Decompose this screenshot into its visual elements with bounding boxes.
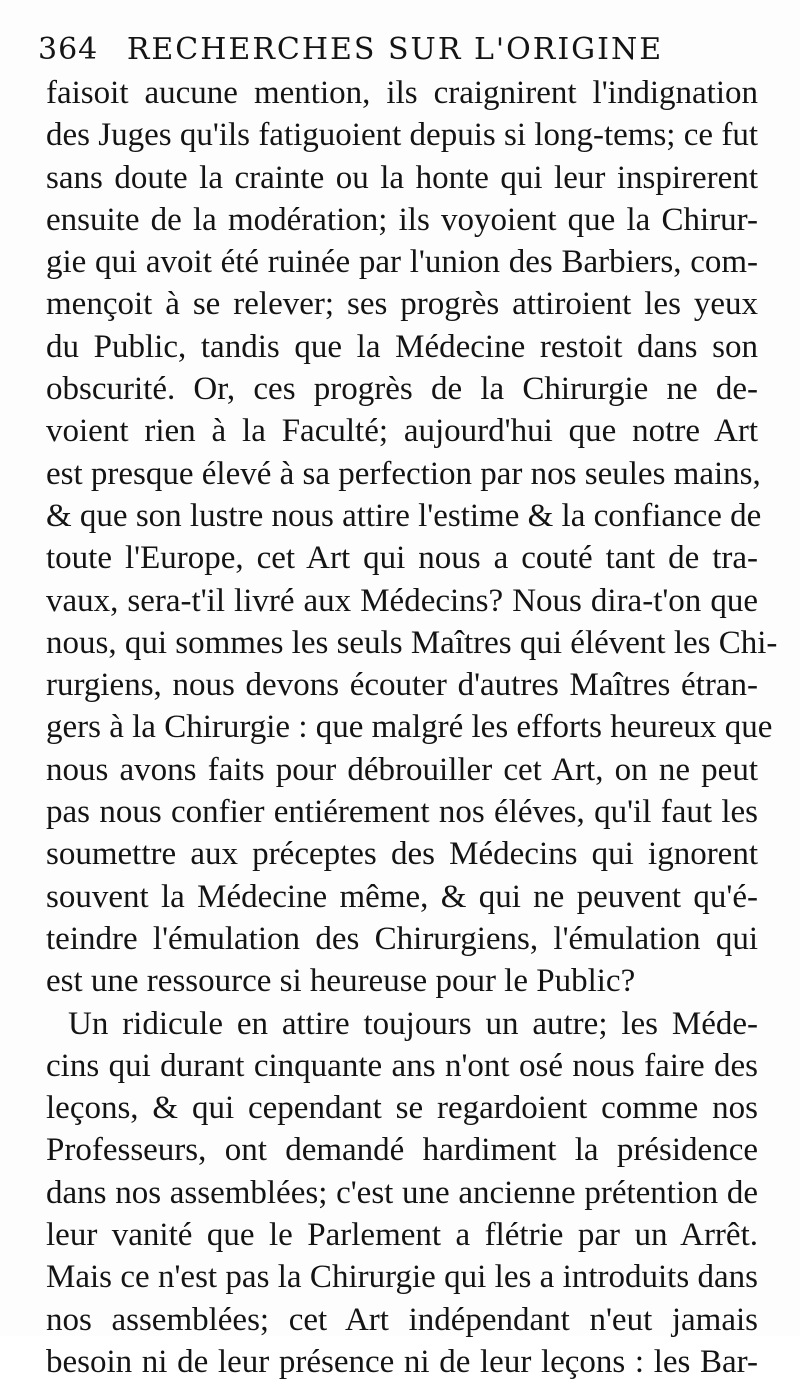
text-line: obscurité. Or, ces progrès de la Chirurgie ne de- [46, 371, 758, 408]
text-line: des Juges qu'ils fatiguoient depuis si long-tems; ce fut [46, 117, 758, 154]
running-header [38, 28, 778, 72]
text-line: Professeurs, ont demandé hardiment la présidence [46, 1132, 758, 1169]
text-line: cins qui durant cinquante ans n'ont osé nous faire des [46, 1047, 758, 1084]
text-line: mençoit à se relever; ses progrès attiroient les yeux [46, 286, 758, 323]
text-line: faisoit aucune mention, ils craignirent l'indignation [46, 75, 758, 111]
text-line: Mais ce n'est pas la Chirurgie qui les a introduits dans [46, 1259, 758, 1296]
body-text [46, 72, 778, 1383]
text-line: besoin ni de leur présence ni de leur leçons : les Bar- [46, 1343, 758, 1380]
running-title: RECHERCHES SUR L'ORIGINE [126, 32, 664, 67]
text-line: voient rien à la Faculté; aujourd'hui que notre Art [46, 413, 758, 450]
text-line: rurgiens, nous devons écouter d'autres Maîtres étran- [46, 667, 758, 704]
text-line: nous, qui sommes les seuls Maîtres qui élévent les Chi- [46, 624, 778, 661]
text-line: Un ridicule en attire toujours un autre; les Méde- [68, 1005, 758, 1042]
text-line: nos assemblées; cet Art indépendant n'eut jamais [46, 1301, 758, 1338]
text-line: ensuite de la modération; ils voyoient que la Chirur- [46, 201, 758, 238]
page-number: 364 [38, 32, 99, 67]
text-line: vaux, sera-t'il livré aux Médecins? Nous dira-t'on que [46, 582, 758, 619]
text-line: teindre l'émulation des Chirurgiens, l'émulation qui [46, 920, 758, 957]
text-line: dans nos assemblées; c'est une ancienne prétention de [46, 1174, 758, 1211]
text-line: & que son lustre nous attire l'estime & la confiance de [46, 497, 762, 534]
text-line: est presque élevé à sa perfection par nos seules mains, [46, 455, 761, 492]
text-line: souvent la Médecine même, & qui ne peuvent qu'é- [46, 878, 758, 915]
text-line: toute l'Europe, cet Art qui nous a couté tant de tra- [46, 540, 758, 577]
text-line: leur vanité que le Parlement a flétrie par un Arrêt. [46, 1217, 758, 1254]
text-line: gie qui avoit été ruinée par l'union des Barbiers, com- [46, 244, 758, 281]
text-line: est une ressource si heureuse pour le Public? [46, 963, 636, 1000]
text-line: pas nous confier entiérement nos éléves, qu'il faut les [46, 794, 758, 831]
text-line: du Public, tandis que la Médecine restoit dans son [46, 328, 758, 365]
text-line: gers à la Chirurgie : que malgré les efforts heureux que [46, 709, 773, 746]
text-line: sans doute la crainte ou la honte qui leur inspirerent [46, 159, 758, 196]
text-line: soumettre aux préceptes des Médecins qui ignorent [46, 836, 758, 873]
text-line: nous avons faits pour débrouiller cet Art, on ne peut [46, 751, 758, 788]
text-line: leçons, & qui cependant se regardoient comme nos [46, 1090, 758, 1127]
